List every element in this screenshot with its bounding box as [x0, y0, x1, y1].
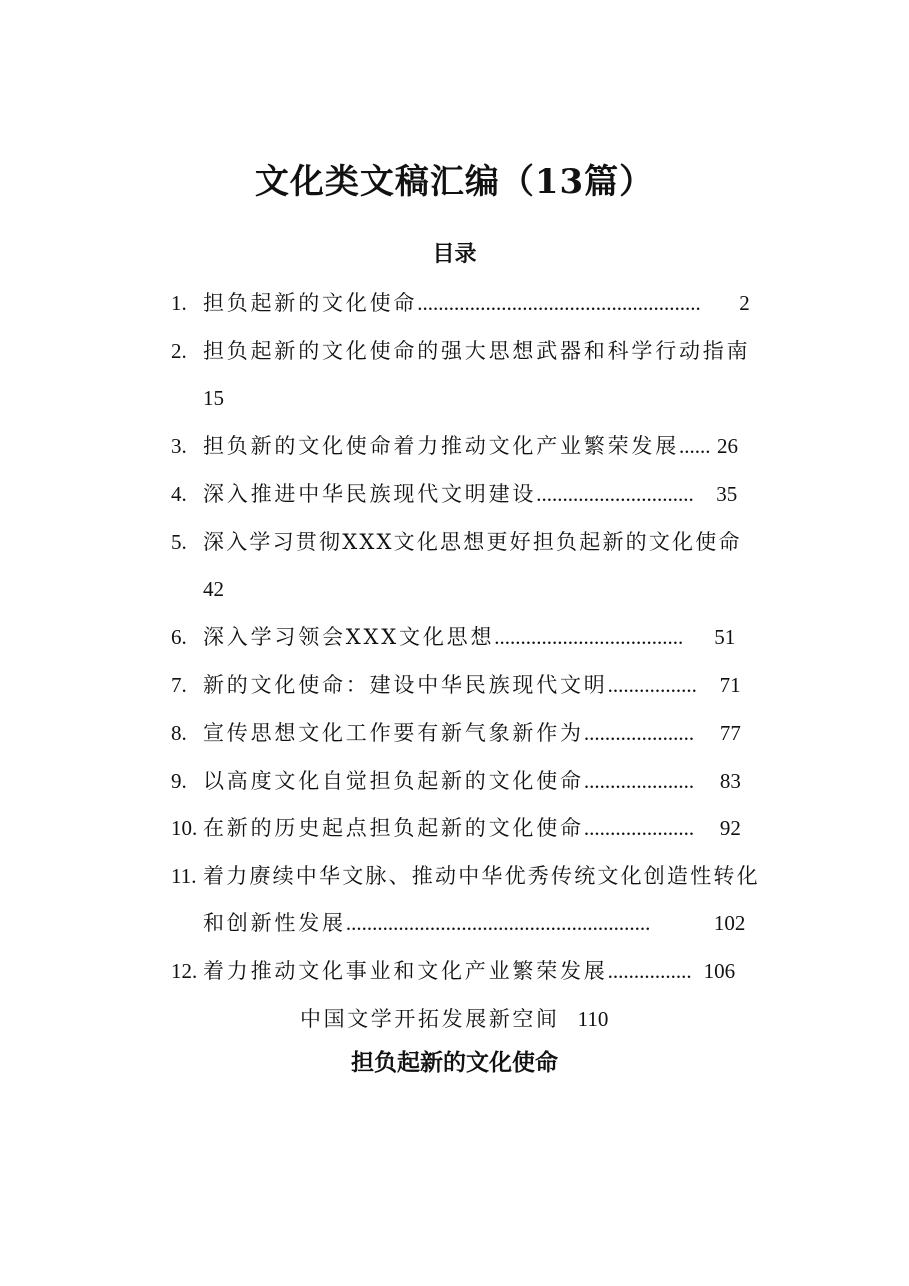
toc-entry-11[interactable] — [171, 859, 760, 893]
toc-entry-title: 担负起新的文化使命的强大思想武器和科学行动指南 — [203, 339, 751, 363]
toc-entry-12[interactable] — [171, 954, 735, 988]
toc-entry-page: 83 — [719, 769, 741, 793]
toc-entry-3[interactable] — [171, 429, 738, 463]
toc-leader-dots: .......................................................... — [345, 911, 651, 935]
toc-entry-page: 92 — [719, 816, 741, 840]
toc-entry-page: 15 — [203, 386, 224, 410]
toc-entry-number: 2. — [171, 339, 187, 363]
toc-leader-dots: ..................... — [583, 721, 695, 745]
toc-leader-dots: .............................. — [536, 482, 694, 506]
toc-entry-4[interactable] — [171, 477, 737, 511]
toc-entry-number: 9. — [171, 769, 187, 793]
toc-entry-page: 106 — [703, 959, 736, 983]
toc-entry-number: 7. — [171, 673, 187, 697]
toc-entry-title: 着力推动文化事业和文化产业繁荣发展 — [203, 959, 608, 983]
toc-entry-page: 51 — [714, 625, 736, 649]
toc-leader-dots: ..................... — [583, 769, 695, 793]
toc-entry-page: 35 — [716, 482, 738, 506]
toc-leader-dots: ..................... — [583, 816, 695, 840]
toc-heading: 目录 — [432, 241, 477, 267]
toc-entry-page: 77 — [719, 721, 741, 745]
toc-entry-title: 宣传思想文化工作要有新气象新作为 — [203, 721, 584, 745]
toc-entry-11-continuation[interactable] — [203, 906, 745, 940]
toc-entry-title: 中国文学开拓发展新空间 — [300, 1007, 560, 1031]
toc-entry-title: 深入推进中华民族现代文明建设 — [203, 482, 537, 506]
toc-entry-title: 新的文化使命：建设中华民族现代文明 — [203, 673, 608, 697]
toc-entry-9[interactable] — [171, 764, 741, 798]
toc-entry-title: 在新的历史起点担负起新的文化使命 — [203, 816, 584, 840]
toc-entry-8[interactable] — [171, 716, 741, 750]
toc-entry-2-page-line — [203, 381, 224, 415]
document-title: 文化类文稿汇编（13篇） — [254, 162, 655, 202]
toc-entry-10[interactable] — [171, 811, 741, 845]
toc-leader-dots: ...... — [679, 434, 711, 458]
toc-leader-dots: ...................................................... — [417, 291, 701, 315]
toc-entry-title: 以高度文化自觉担负起新的文化使命 — [203, 769, 584, 793]
toc-entry-title: 深入学习领会XXX文化思想 — [203, 625, 495, 649]
toc-entry-6[interactable] — [171, 620, 735, 654]
toc-leader-dots: ................ — [607, 959, 692, 983]
toc-entry-page: 2 — [739, 291, 750, 315]
toc-entry-5-page-line — [203, 572, 224, 606]
toc-leader-dots: ................. — [607, 673, 697, 697]
toc-entry-title: 担负起新的文化使命 — [203, 291, 418, 315]
toc-leader-dots: .................................... — [494, 625, 684, 649]
toc-entry-number: 12. — [171, 959, 198, 983]
toc-entry-page: 110 — [577, 1007, 609, 1031]
toc-entry-title: 深入学习贯彻XXX文化思想更好担负起新的文化使命 — [203, 530, 742, 554]
toc-entry-7[interactable] — [171, 668, 741, 702]
toc-entry-13[interactable] — [300, 1002, 608, 1036]
toc-entry-2[interactable] — [171, 334, 750, 368]
toc-entry-5[interactable] — [171, 525, 742, 559]
toc-entry-page: 102 — [713, 911, 746, 935]
toc-entry-page: 42 — [203, 577, 224, 601]
toc-entry-1[interactable] — [171, 286, 750, 320]
section-title: 担负起新的文化使命 — [351, 1049, 558, 1076]
toc-entry-number: 11. — [171, 864, 197, 888]
toc-entry-number: 4. — [171, 482, 187, 506]
toc-entry-title: 着力赓续中华文脉、推动中华优秀传统文化创造性转化 — [203, 864, 760, 888]
toc-entry-page: 26 — [717, 434, 738, 458]
toc-entry-page: 71 — [719, 673, 741, 697]
toc-entry-number: 3. — [171, 434, 187, 458]
toc-entry-number: 6. — [171, 625, 187, 649]
toc-entry-number: 10. — [171, 816, 198, 840]
toc-entry-number: 5. — [171, 530, 187, 554]
toc-entry-number: 8. — [171, 721, 187, 745]
toc-entry-title: 担负新的文化使命着力推动文化产业繁荣发展 — [203, 434, 679, 458]
toc-entry-number: 1. — [171, 291, 187, 315]
toc-entry-title-continuation: 和创新性发展 — [203, 911, 346, 935]
